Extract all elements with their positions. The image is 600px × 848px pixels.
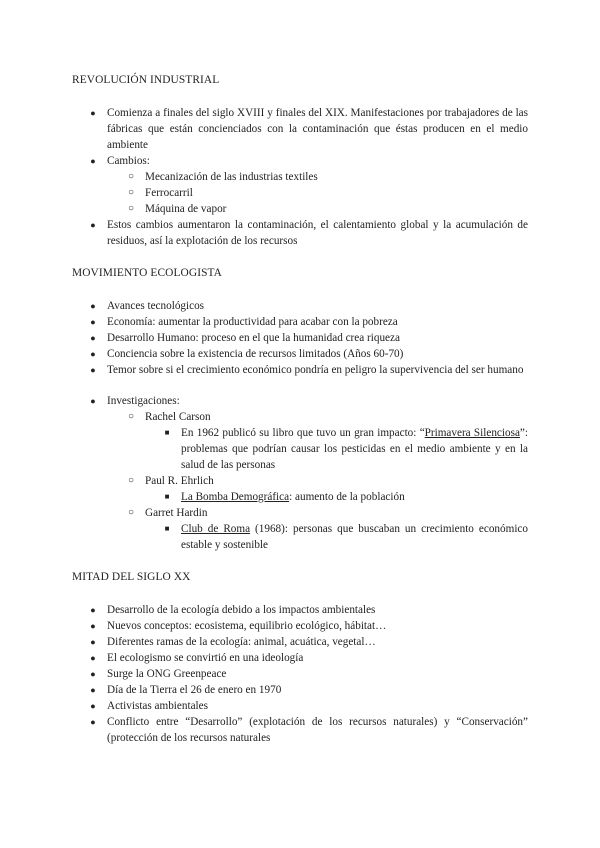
bullet-disc-icon: ● [90, 349, 96, 359]
bullet-circle-icon: ○ [127, 411, 135, 422]
list-item [90, 362, 528, 378]
sub-list-item [127, 473, 528, 489]
list-item [90, 314, 528, 330]
bullet-circle-icon: ○ [127, 507, 135, 518]
bullet-square-icon: ■ [164, 492, 170, 501]
section-heading-mitad-siglo-xx: MITAD DEL SIGLO XX [72, 571, 191, 583]
researcher-name: Rachel Carson [145, 411, 211, 423]
list-item-text: Comienza a finales del siglo XVIII y finales del XIX. Manifestaciones por trabajadores de las fábricas que están concienciados con la contaminación que éstas producen en el medio ambiente [107, 107, 528, 151]
list-item-text: Cambios: [107, 155, 150, 167]
list-item [90, 698, 528, 714]
list-item-text: Estos cambios aumentaron la contaminación, el calentamiento global y la acumulación de residuos, así la explotación de los recursos [107, 219, 528, 247]
sub-sub-list-item [164, 521, 528, 553]
bullet-square-icon: ■ [164, 524, 170, 533]
bullet-circle-icon: ○ [127, 171, 135, 182]
sub-sub-list-item [164, 489, 528, 505]
researcher-name: Paul R. Ehrlich [145, 475, 214, 487]
bullet-disc-icon: ● [90, 220, 96, 230]
list-item [90, 634, 528, 650]
sub-list-item-text: Máquina de vapor [145, 203, 227, 215]
bullet-disc-icon: ● [90, 365, 96, 375]
list-item-text: Diferentes ramas de la ecología: animal, acuática, vegetal… [107, 636, 376, 648]
sub-list-item-text: Ferrocarril [145, 187, 193, 199]
list-item [90, 714, 528, 746]
list-item-text: Avances tecnológicos [107, 300, 205, 312]
sub-sub-list-item [164, 425, 528, 473]
sub-list-item-text: Mecanización de las industrias textiles [145, 171, 318, 183]
bullet-circle-icon: ○ [127, 187, 135, 198]
bullet-square-icon: ■ [164, 428, 170, 437]
detail-text-post: ”: problemas que podrían causar los pesticidas en el medio ambiente y en la salud de las personas [181, 427, 528, 471]
list-item [90, 618, 528, 634]
list-item-text: Temor sobre si el crecimiento económico pondría en peligro la supervivencia del ser humano [107, 364, 524, 376]
list-item-text: Desarrollo Humano: proceso en el que la humanidad crea riqueza [107, 332, 400, 344]
book-title-link[interactable]: Primavera Silenciosa [424, 427, 520, 439]
bullet-disc-icon: ● [90, 669, 96, 679]
list-item [90, 153, 528, 169]
list-item-text: Nuevos conceptos: ecosistema, equilibrio ecológico, hábitat… [107, 620, 387, 632]
sub-list-item [127, 505, 528, 521]
list-item-text: Conciencia sobre la existencia de recursos limitados (Años 60-70) [107, 348, 404, 360]
bullet-disc-icon: ● [90, 605, 96, 615]
bullet-disc-icon: ● [90, 108, 96, 118]
sub-list-item [127, 169, 528, 185]
section-heading-revolucion-industrial: REVOLUCIÓN INDUSTRIAL [72, 74, 220, 86]
bullet-disc-icon: ● [90, 637, 96, 647]
bullet-circle-icon: ○ [127, 475, 135, 486]
list-item [90, 346, 528, 362]
list-item [90, 666, 528, 682]
bullet-disc-icon: ● [90, 156, 96, 166]
bullet-disc-icon: ● [90, 301, 96, 311]
list-item [90, 105, 528, 153]
bullet-disc-icon: ● [90, 317, 96, 327]
list-item [90, 650, 528, 666]
list-item [90, 330, 528, 346]
detail-text-post: : aumento de la población [289, 491, 405, 503]
list-item-text: Desarrollo de la ecología debido a los impactos ambientales [107, 604, 376, 616]
bullet-disc-icon: ● [90, 653, 96, 663]
list-item [90, 682, 528, 698]
bullet-disc-icon: ● [90, 685, 96, 695]
list-item [90, 298, 528, 314]
bullet-disc-icon: ● [90, 396, 96, 406]
book-title-link[interactable]: Club de Roma [181, 523, 251, 535]
list-item-text: Activistas ambientales [107, 700, 208, 712]
detail-text-pre: En 1962 publicó su libro que tuvo un gran impacto: “ [181, 427, 425, 439]
bullet-disc-icon: ● [90, 701, 96, 711]
sub-list-item [127, 409, 528, 425]
list-item-text: Surge la ONG Greenpeace [107, 668, 227, 680]
sub-list-item [127, 201, 528, 217]
list-item [90, 602, 528, 618]
list-item-text: Investigaciones: [107, 395, 180, 407]
bullet-disc-icon: ● [90, 717, 96, 727]
bullet-circle-icon: ○ [127, 203, 135, 214]
detail-text-post: (1968): personas que buscaban un crecimiento económico estable y sostenible [181, 523, 528, 551]
list-item [90, 393, 528, 409]
researcher-name: Garret Hardin [145, 507, 208, 519]
list-item-text: Día de la Tierra el 26 de enero en 1970 [107, 684, 282, 696]
list-item-text: Economía: aumentar la productividad para acabar con la pobreza [107, 316, 398, 328]
bullet-disc-icon: ● [90, 621, 96, 631]
list-item-text: Conflicto entre “Desarrollo” (explotación de los recursos naturales) y “Conservación” (protección de los recursos naturales [107, 716, 528, 744]
list-item-text: El ecologismo se convirtió en una ideología [107, 652, 304, 664]
section-heading-movimiento-ecologista: MOVIMIENTO ECOLOGISTA [72, 267, 222, 279]
bullet-disc-icon: ● [90, 333, 96, 343]
sub-list-item [127, 185, 528, 201]
book-title-link[interactable]: La Bomba Demográfica [181, 491, 290, 503]
list-item [90, 217, 528, 249]
